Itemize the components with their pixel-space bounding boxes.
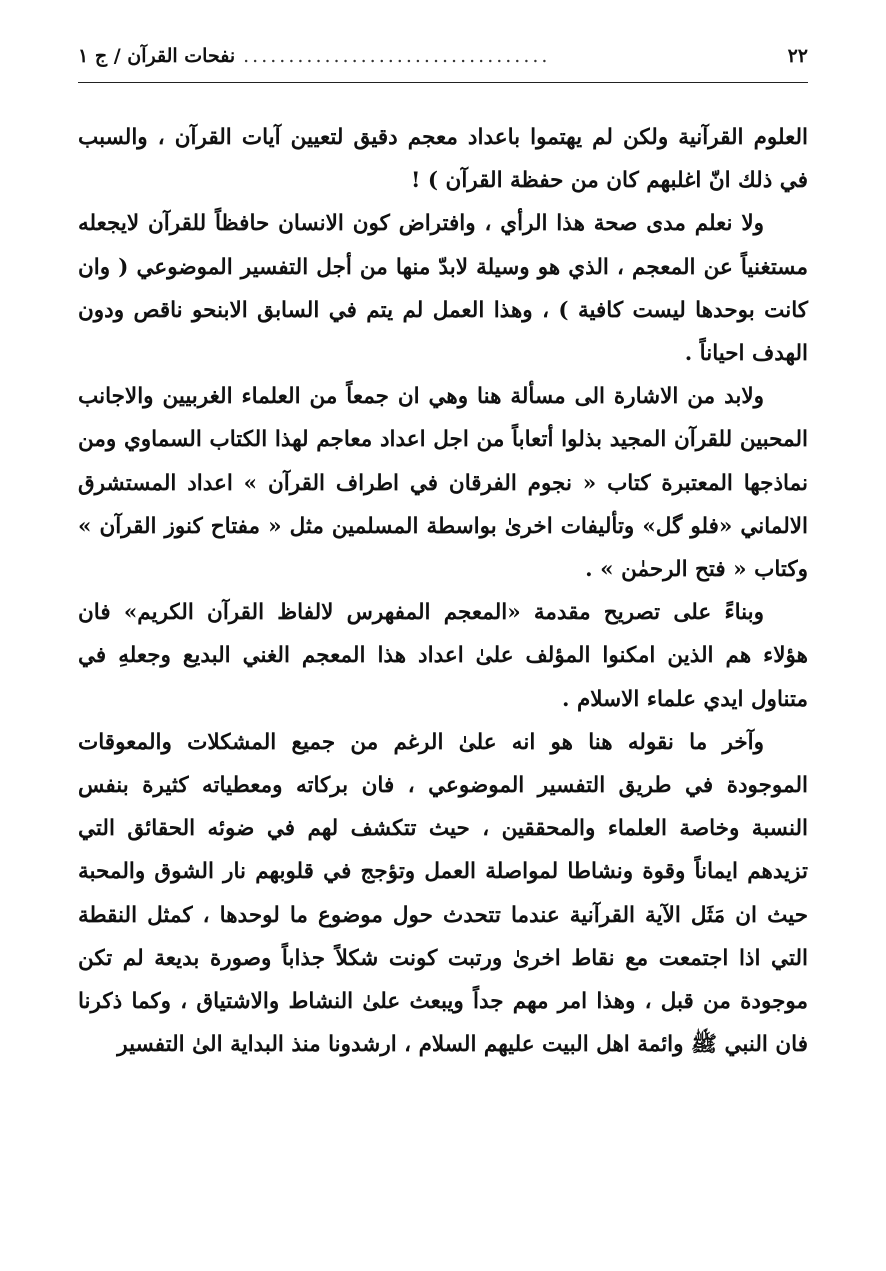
paragraph-text: ولابد من الاشارة الى مسألة هنا وهي ان جمعاً من العلماء الغربيين والاجانب المحبين للقرآن المجيد بذلوا أتعاباً من اجل اعداد معاجم لهذا الكتاب السماوي ومن نماذجها المعتبرة كتاب « (78, 384, 808, 496)
paragraph (78, 202, 808, 375)
paragraph-text: » . (585, 557, 622, 583)
book-title-text: فتح الرحمٰن (621, 557, 726, 583)
paragraph (78, 116, 808, 202)
running-title: نفحات القرآن / ج ١ (78, 45, 236, 67)
paragraph-text: » وتأليفات اخرىٰ بواسطة المسلمين مثل « (260, 513, 656, 539)
paragraph-text: وآخر ما نقوله هنا هو انه علىٰ الرغم من جميع المشكلات والمعوقات الموجودة في طريق التفسير الموضوعي ، فان بركاته ومعطياته كثيرة بنفس النسبة وخاصة العلماء والمحققين ، حيث تتكشف لهم في ضوئه الحقائق التي تزيدهم ايماناً وقوة ونشاطا لمواصلة العمل وتؤجج في قلوبهم نار الشوق والمحبة حيث ان مَثَل الآية القرآنية عندما تتحدث حول موضوع ما لوحدها ، كمثل النقطة التي اذا اجتمعت مع نقاط اخرىٰ ورتبت كونت شكلاً جذاباً وصورة بديعة لم تكن موجودة من قبل ، وهذا امر مهم جداً ويبعث علىٰ النشاط والاشتياق ، وكما ذكرنا فان النبي ﷺ وائمة اهل البيت عليهم السلام ، ارشدونا منذ البداية الىٰ التفسير (78, 729, 808, 1058)
page-number: ٢٢ (787, 45, 808, 67)
page-header (78, 36, 808, 76)
book-title-text: فلو گل (655, 513, 719, 539)
header-leader-dots: .................................. (243, 45, 551, 67)
book-title-text: نجوم الفرقان في اطراف القرآن (267, 470, 572, 496)
paragraph-text: العلوم القرآنية ولكن لم يهتموا باعداد معجم دقيق لتعيين آيات القرآن ، والسبب في ذلك انّ اغلبهم كان من حفظة القرآن ) ! (78, 125, 808, 194)
paragraph-text: » وكتاب « (78, 513, 808, 583)
page-body (78, 116, 808, 1066)
paragraph-text: وبناءً على تصريح مقدمة «المعجم المفهرس لالفاظ القرآن الكريم» فان هؤلاء هم الذين امكنوا المؤلف علىٰ اعداد هذا المعجم الغني البديع وجعلهِ في متناول ايدي علماء الاسلام . (78, 600, 808, 712)
paragraph (78, 721, 808, 1067)
paragraph-text: ولا نعلم مدى صحة هذا الرأي ، وافتراض كون الانسان حافظاً للقرآن لايجعله مستغنياً عن المعجم ، الذي هو وسيلة لابدّ منها من أجل التفسير الموضوعي ( وان كانت بوحدها ليست كافية ) ، وهذا العمل لم يتم في السابق الابنحو ناقص ودون الهدف احياناً . (78, 211, 808, 367)
header-rule (78, 82, 808, 83)
paragraph-text: » اعداد المستشرق الالماني « (78, 470, 808, 539)
paragraph (78, 375, 808, 591)
paragraph (78, 591, 808, 721)
book-title-text: مفتاح كنوز القرآن (99, 513, 261, 539)
